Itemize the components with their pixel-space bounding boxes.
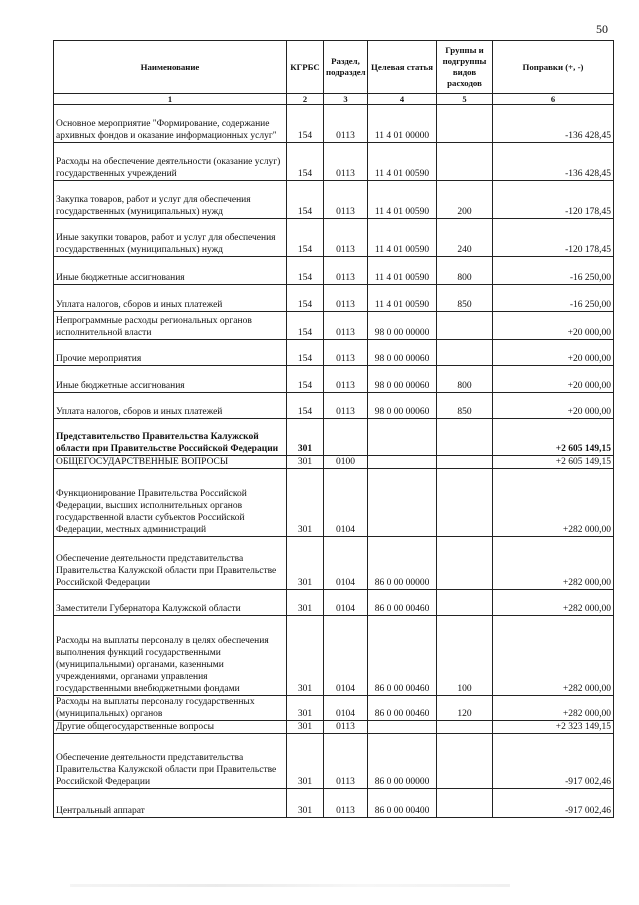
row-kgrbs: 301 (287, 469, 324, 537)
row-amount: +2 323 149,15 (493, 721, 614, 734)
header-number: 5 (437, 94, 493, 105)
table-row (54, 219, 614, 257)
row-group (437, 590, 493, 616)
row-group: 120 (437, 696, 493, 721)
row-section: 0113 (324, 366, 368, 393)
row-name: Закупка товаров, работ и услуг для обеспечения государственных (муниципальных) нужд (54, 181, 287, 219)
row-name: Основное мероприятие "Формирование, содержание архивных фондов и оказание информационных услуг" (54, 105, 287, 143)
row-group (437, 456, 493, 469)
row-group: 850 (437, 393, 493, 419)
row-target (368, 469, 437, 537)
scan-artifact (70, 884, 510, 887)
table-row (54, 105, 614, 143)
table-row (54, 616, 614, 696)
row-name: ОБЩЕГОСУДАРСТВЕННЫЕ ВОПРОСЫ (54, 456, 287, 469)
row-name: Непрограммные расходы региональных органов исполнительной власти (54, 312, 287, 340)
row-target: 86 0 00 00460 (368, 696, 437, 721)
row-group: 800 (437, 257, 493, 285)
row-group: 240 (437, 219, 493, 257)
row-amount: -917 002,46 (493, 734, 614, 789)
row-kgrbs: 301 (287, 537, 324, 590)
row-group (437, 537, 493, 590)
row-target: 98 0 00 00060 (368, 393, 437, 419)
row-name: Заместители Губернатора Калужской области (54, 590, 287, 616)
table-row (54, 696, 614, 721)
row-target: 11 4 01 00590 (368, 257, 437, 285)
header-row (54, 41, 614, 94)
row-section: 0104 (324, 537, 368, 590)
row-name: Другие общегосударственные вопросы (54, 721, 287, 734)
header-kgrbs: КГРБС (287, 41, 324, 94)
row-amount: -917 002,46 (493, 789, 614, 818)
row-amount: +282 000,00 (493, 469, 614, 537)
row-group (437, 419, 493, 456)
table-row (54, 340, 614, 366)
row-name: Функционирование Правительства Российской Федерации, высших исполнительных органов государственной власти субъектов Российской Федерации, местных администраций (54, 469, 287, 537)
header-target: Целевая статья (368, 41, 437, 94)
row-section: 0104 (324, 616, 368, 696)
row-section: 0113 (324, 257, 368, 285)
row-group (437, 312, 493, 340)
row-name: Расходы на обеспечение деятельности (оказание услуг) государственных учреждений (54, 143, 287, 181)
header-number: 1 (54, 94, 287, 105)
row-group (437, 143, 493, 181)
row-target: 86 0 00 00460 (368, 590, 437, 616)
row-kgrbs: 154 (287, 366, 324, 393)
row-group (437, 469, 493, 537)
row-amount: +20 000,00 (493, 340, 614, 366)
header-number: 6 (493, 94, 614, 105)
row-target: 11 4 01 00590 (368, 143, 437, 181)
row-kgrbs: 154 (287, 340, 324, 366)
row-kgrbs: 154 (287, 181, 324, 219)
row-kgrbs: 301 (287, 734, 324, 789)
row-section: 0113 (324, 219, 368, 257)
row-amount: +20 000,00 (493, 366, 614, 393)
row-amount: +20 000,00 (493, 312, 614, 340)
row-amount: -120 178,45 (493, 219, 614, 257)
table-row (54, 393, 614, 419)
row-name: Представительство Правительства Калужской области при Правительстве Российской Федерации (54, 419, 287, 456)
row-group (437, 105, 493, 143)
row-name: Обеспечение деятельности представительства Правительства Калужской области при Правительстве Российской Федерации (54, 734, 287, 789)
row-target: 11 4 01 00000 (368, 105, 437, 143)
row-amount: +282 000,00 (493, 537, 614, 590)
row-name: Уплата налогов, сборов и иных платежей (54, 393, 287, 419)
row-group (437, 340, 493, 366)
row-amount: +2 605 149,15 (493, 419, 614, 456)
row-target: 86 0 00 00000 (368, 734, 437, 789)
table-row (54, 721, 614, 734)
row-section: 0100 (324, 456, 368, 469)
row-section: 0113 (324, 285, 368, 312)
table-row (54, 257, 614, 285)
row-amount: +282 000,00 (493, 696, 614, 721)
row-section: 0113 (324, 789, 368, 818)
row-kgrbs: 154 (287, 143, 324, 181)
table-row (54, 181, 614, 219)
row-name: Центральный аппарат (54, 789, 287, 818)
row-section: 0113 (324, 143, 368, 181)
row-amount: -136 428,45 (493, 105, 614, 143)
row-amount: -16 250,00 (493, 285, 614, 312)
row-group: 100 (437, 616, 493, 696)
row-kgrbs: 301 (287, 616, 324, 696)
table-row (54, 285, 614, 312)
row-target (368, 456, 437, 469)
row-kgrbs: 154 (287, 285, 324, 312)
row-amount: -120 178,45 (493, 181, 614, 219)
header-section: Раздел, подраздел (324, 41, 368, 94)
row-group: 800 (437, 366, 493, 393)
row-kgrbs: 301 (287, 419, 324, 456)
row-target (368, 721, 437, 734)
row-amount: +20 000,00 (493, 393, 614, 419)
row-name: Уплата налогов, сборов и иных платежей (54, 285, 287, 312)
row-kgrbs: 154 (287, 105, 324, 143)
row-amount: -136 428,45 (493, 143, 614, 181)
table-row (54, 469, 614, 537)
row-section: 0113 (324, 312, 368, 340)
row-name: Расходы на выплаты персоналу в целях обеспечения выполнения функций государственными (муниципальными) органами, казенными учреждениями, органами управления государственными внебюджетными фондами (54, 616, 287, 696)
row-section (324, 419, 368, 456)
row-target: 98 0 00 00000 (368, 312, 437, 340)
row-target: 98 0 00 00060 (368, 366, 437, 393)
row-name: Прочие мероприятия (54, 340, 287, 366)
row-group: 850 (437, 285, 493, 312)
header-number: 3 (324, 94, 368, 105)
row-amount: +2 605 149,15 (493, 456, 614, 469)
row-name: Расходы на выплаты персоналу государственных (муниципальных) органов (54, 696, 287, 721)
header-amount: Поправки (+, -) (493, 41, 614, 94)
row-amount: +282 000,00 (493, 616, 614, 696)
row-group (437, 789, 493, 818)
row-section: 0113 (324, 105, 368, 143)
row-kgrbs: 301 (287, 789, 324, 818)
row-kgrbs: 154 (287, 219, 324, 257)
header-number: 2 (287, 94, 324, 105)
row-section: 0113 (324, 340, 368, 366)
row-group (437, 721, 493, 734)
row-name: Обеспечение деятельности представительства Правительства Калужской области при Правительстве Российской Федерации (54, 537, 287, 590)
row-target: 11 4 01 00590 (368, 181, 437, 219)
row-amount: +282 000,00 (493, 590, 614, 616)
row-section: 0113 (324, 181, 368, 219)
row-target: 86 0 00 00400 (368, 789, 437, 818)
row-kgrbs: 301 (287, 721, 324, 734)
row-name: Иные бюджетные ассигнования (54, 257, 287, 285)
row-section: 0104 (324, 696, 368, 721)
row-amount: -16 250,00 (493, 257, 614, 285)
header-group: Группы и подгруппы видов расходов (437, 41, 493, 94)
table-row (54, 366, 614, 393)
row-group: 200 (437, 181, 493, 219)
table-row (54, 312, 614, 340)
page-number: 50 (596, 22, 608, 36)
table-row (54, 537, 614, 590)
row-kgrbs: 154 (287, 312, 324, 340)
row-kgrbs: 301 (287, 590, 324, 616)
table-row (54, 734, 614, 789)
table-row (54, 590, 614, 616)
row-section: 0113 (324, 734, 368, 789)
header-name: Наименование (54, 41, 287, 94)
table-row (54, 143, 614, 181)
row-section: 0104 (324, 590, 368, 616)
row-target: 11 4 01 00590 (368, 219, 437, 257)
row-section: 0104 (324, 469, 368, 537)
row-kgrbs: 154 (287, 393, 324, 419)
row-section: 0113 (324, 393, 368, 419)
row-name: Иные закупки товаров, работ и услуг для обеспечения государственных (муниципальных) нужд (54, 219, 287, 257)
header-number: 4 (368, 94, 437, 105)
row-group (437, 734, 493, 789)
row-kgrbs: 301 (287, 696, 324, 721)
row-target (368, 419, 437, 456)
row-name: Иные бюджетные ассигнования (54, 366, 287, 393)
row-kgrbs: 301 (287, 456, 324, 469)
row-section: 0113 (324, 721, 368, 734)
row-target: 98 0 00 00060 (368, 340, 437, 366)
row-target: 11 4 01 00590 (368, 285, 437, 312)
row-target: 86 0 00 00460 (368, 616, 437, 696)
header-number-row (54, 94, 614, 105)
row-kgrbs: 154 (287, 257, 324, 285)
table-row (54, 456, 614, 469)
row-target: 86 0 00 00000 (368, 537, 437, 590)
budget-amendments-table (53, 40, 614, 818)
table-row (54, 419, 614, 456)
table-row (54, 789, 614, 818)
